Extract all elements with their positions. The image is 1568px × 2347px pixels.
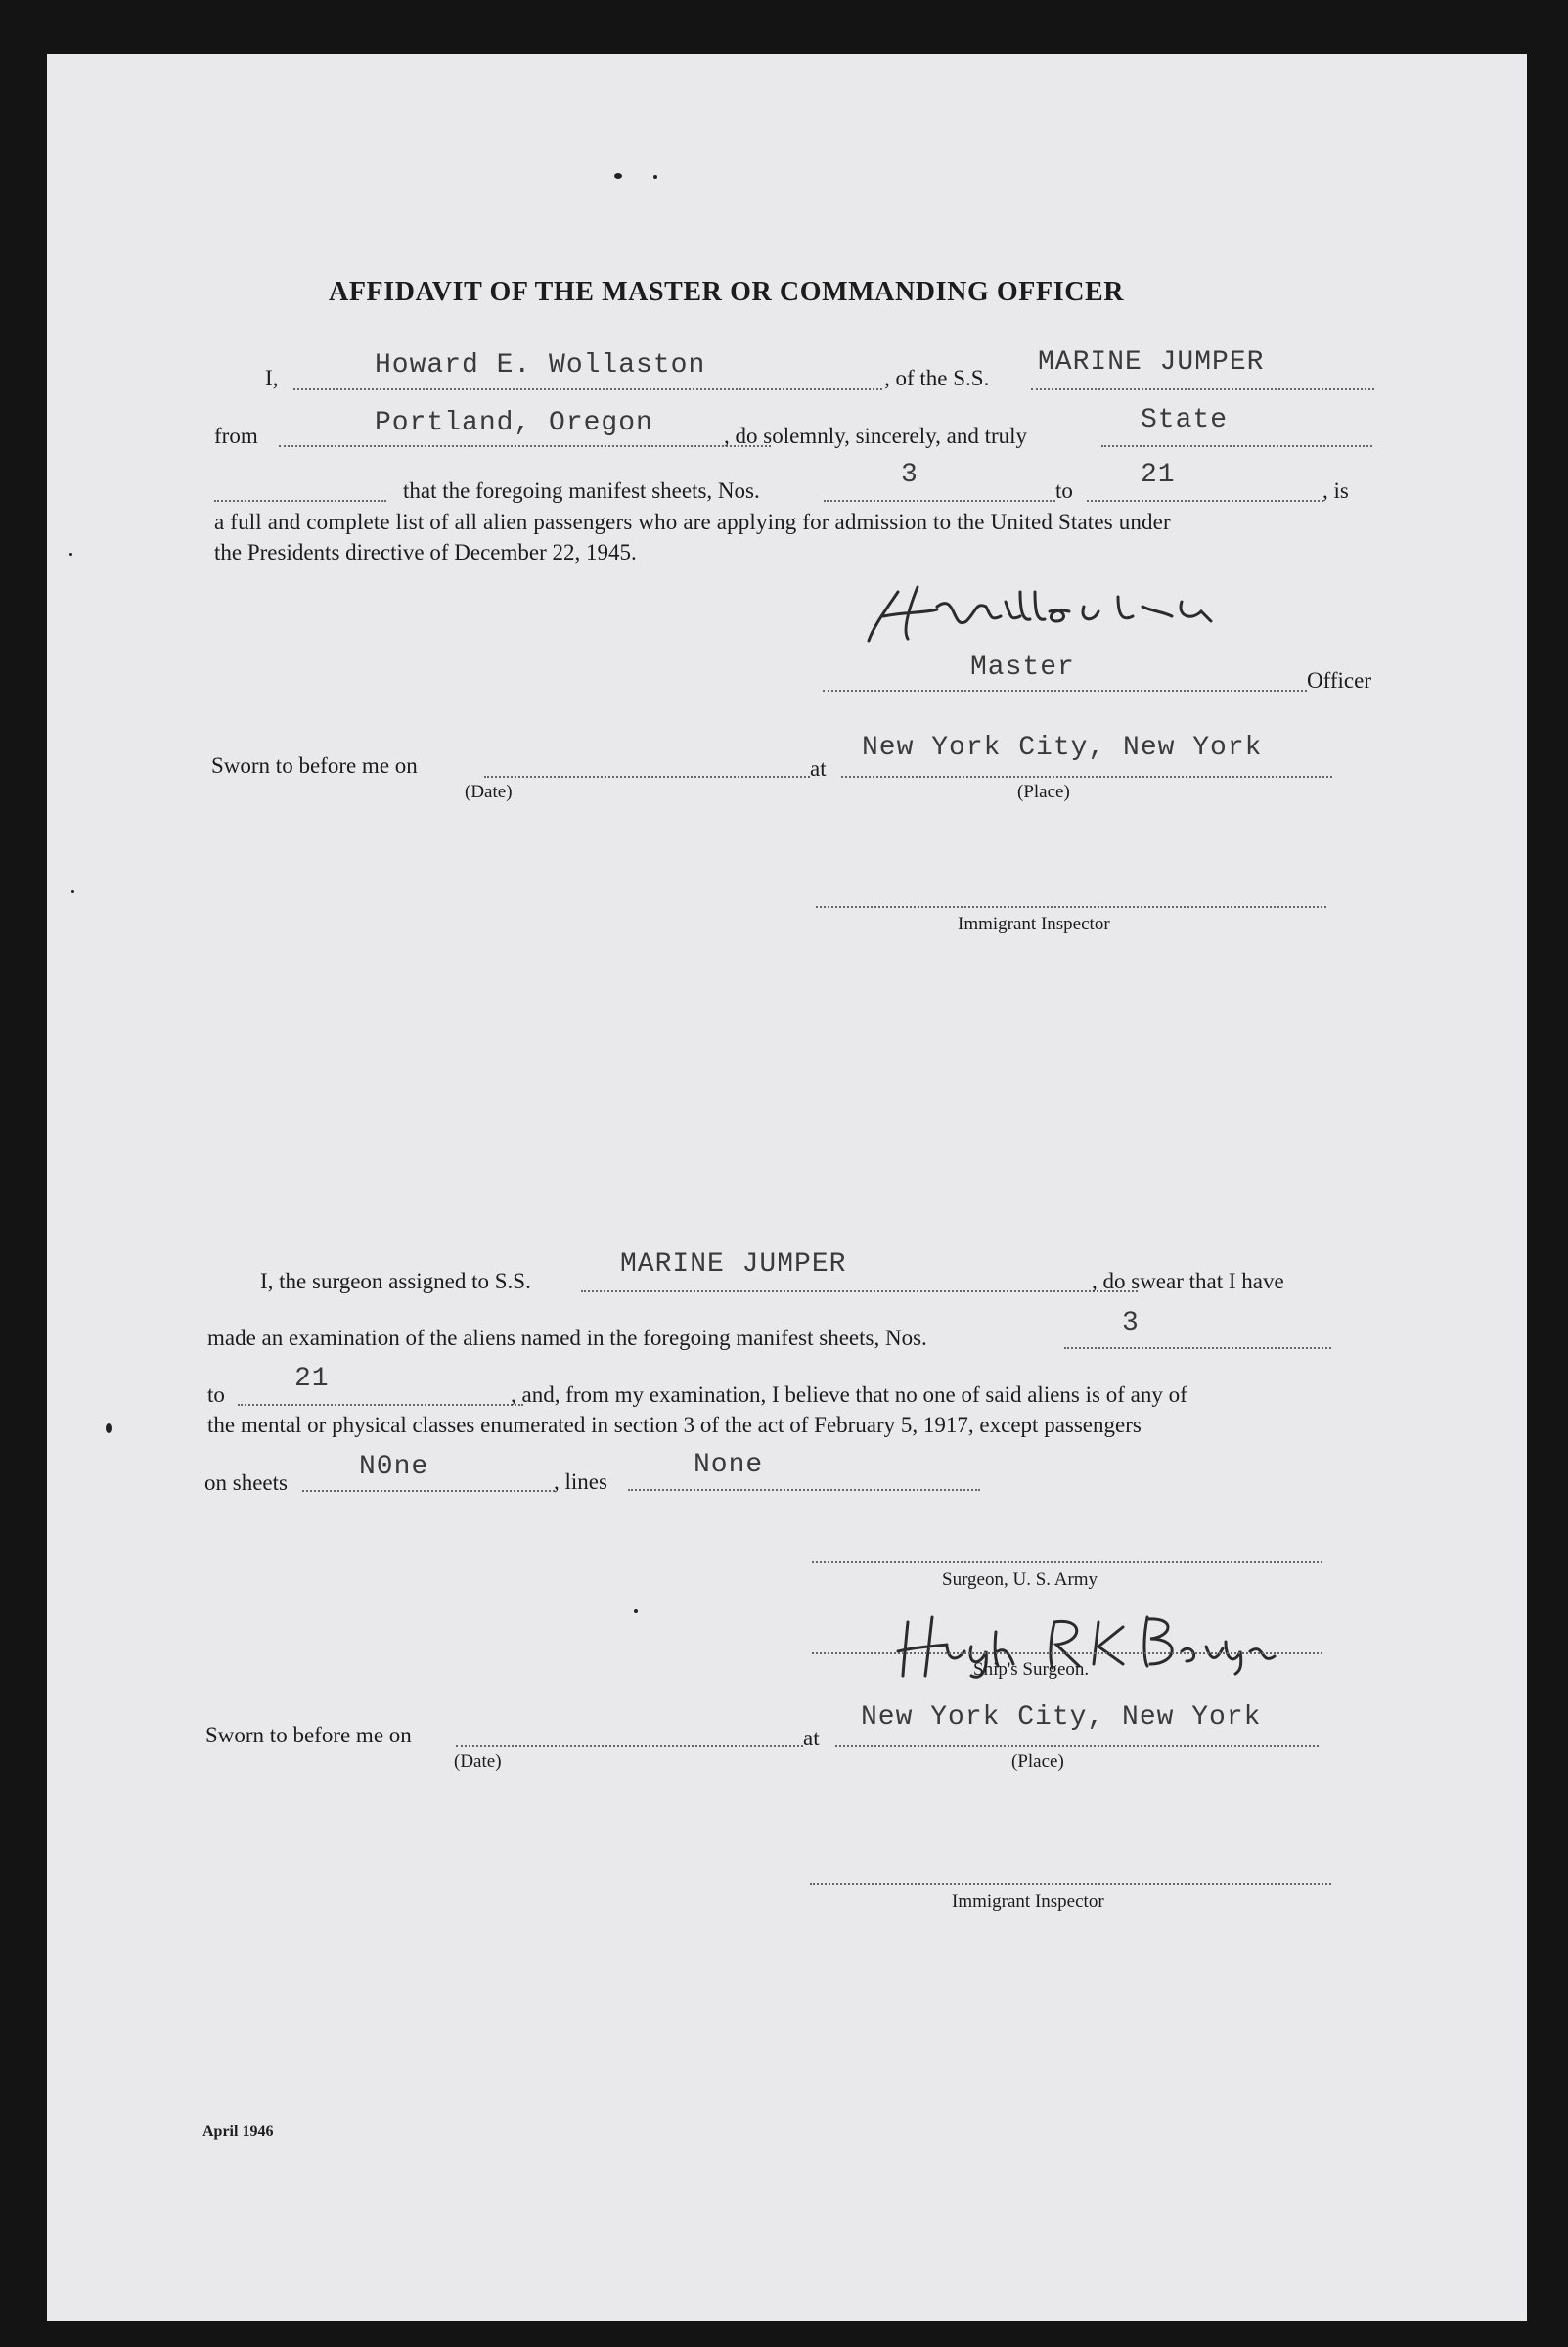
surgeon-ship-name: MARINE JUMPER [620, 1249, 847, 1280]
swear-label: , do swear that I have [1092, 1269, 1284, 1293]
surgeon-intro-label: I, the surgeon assigned to S.S. [260, 1269, 531, 1293]
place: New York City, New York [862, 733, 1263, 763]
belief-label: , and, from my examination, I believe that no one of said aliens is of any of [511, 1382, 1187, 1407]
sworn-label: Sworn to before me on [211, 753, 418, 778]
form-date: April 1946 [202, 2123, 274, 2140]
date-caption: (Date) [465, 782, 513, 802]
oath-word: State [1141, 405, 1229, 435]
affidavit-line-2: a full and complete list of all alien passengers who are applying for admission to the United States under [214, 510, 1171, 534]
place-caption: (Place) [1017, 782, 1070, 802]
surgeon-to-label: to [207, 1382, 225, 1407]
affidavit-line-3: the Presidents directive of December 22, 1945. [214, 540, 637, 564]
ship-name: MARINE JUMPER [1038, 347, 1265, 378]
sheet-from: 3 [901, 460, 918, 490]
affidavit-page [47, 54, 1527, 2321]
ship-surgeon-caption: Ship's Surgeon. [973, 1659, 1090, 1680]
officer-label: Officer [1307, 668, 1371, 693]
surgeon-inspector-caption: Immigrant Inspector [952, 1891, 1104, 1912]
to-label: to [1055, 478, 1073, 503]
lines-label: , lines [554, 1469, 607, 1494]
exam-label: made an examination of the aliens named in the foregoing manifest sheets, Nos. [207, 1326, 927, 1350]
page-title: AFFIDAVIT OF THE MASTER OR COMMANDING OFFICER [329, 277, 1125, 307]
surgeon-place: New York City, New York [861, 1702, 1262, 1733]
of-the-ss-label: , of the S.S. [884, 366, 990, 390]
master-name: Howard E. Wollaston [375, 350, 706, 381]
surgeon-sworn-label: Sworn to before me on [205, 1723, 412, 1747]
foregoing-label: that the foregoing manifest sheets, Nos. [403, 478, 760, 503]
sheet-to: 21 [1141, 460, 1176, 490]
surgeon-sheet-to: 21 [294, 1364, 330, 1394]
surgeon-place-caption: (Place) [1011, 1751, 1064, 1772]
master-signature [829, 563, 1338, 651]
lines-value: None [694, 1450, 764, 1480]
sheets-value: N0ne [359, 1452, 429, 1482]
is-label: , is [1322, 478, 1349, 503]
from-label: from [214, 424, 258, 448]
at-label: at [810, 756, 827, 781]
i-label: I, [265, 366, 279, 390]
surgeon-sheet-from: 3 [1122, 1308, 1140, 1338]
officer-title: Master [970, 653, 1075, 683]
on-sheets-label: on sheets [204, 1470, 288, 1495]
surgeon-at-label: at [803, 1726, 820, 1750]
solemnly-label: , do solemnly, sincerely, and truly [724, 424, 1028, 448]
surgeon-date-caption: (Date) [454, 1751, 502, 1772]
surgeon-signature [888, 1607, 1319, 1686]
surgeon-line-3: the mental or physical classes enumerated in section 3 of the act of February 5, 1917, except passengers [207, 1413, 1142, 1437]
army-caption: Surgeon, U. S. Army [942, 1569, 1098, 1590]
port: Portland, Oregon [375, 408, 653, 438]
inspector-caption: Immigrant Inspector [958, 914, 1110, 934]
